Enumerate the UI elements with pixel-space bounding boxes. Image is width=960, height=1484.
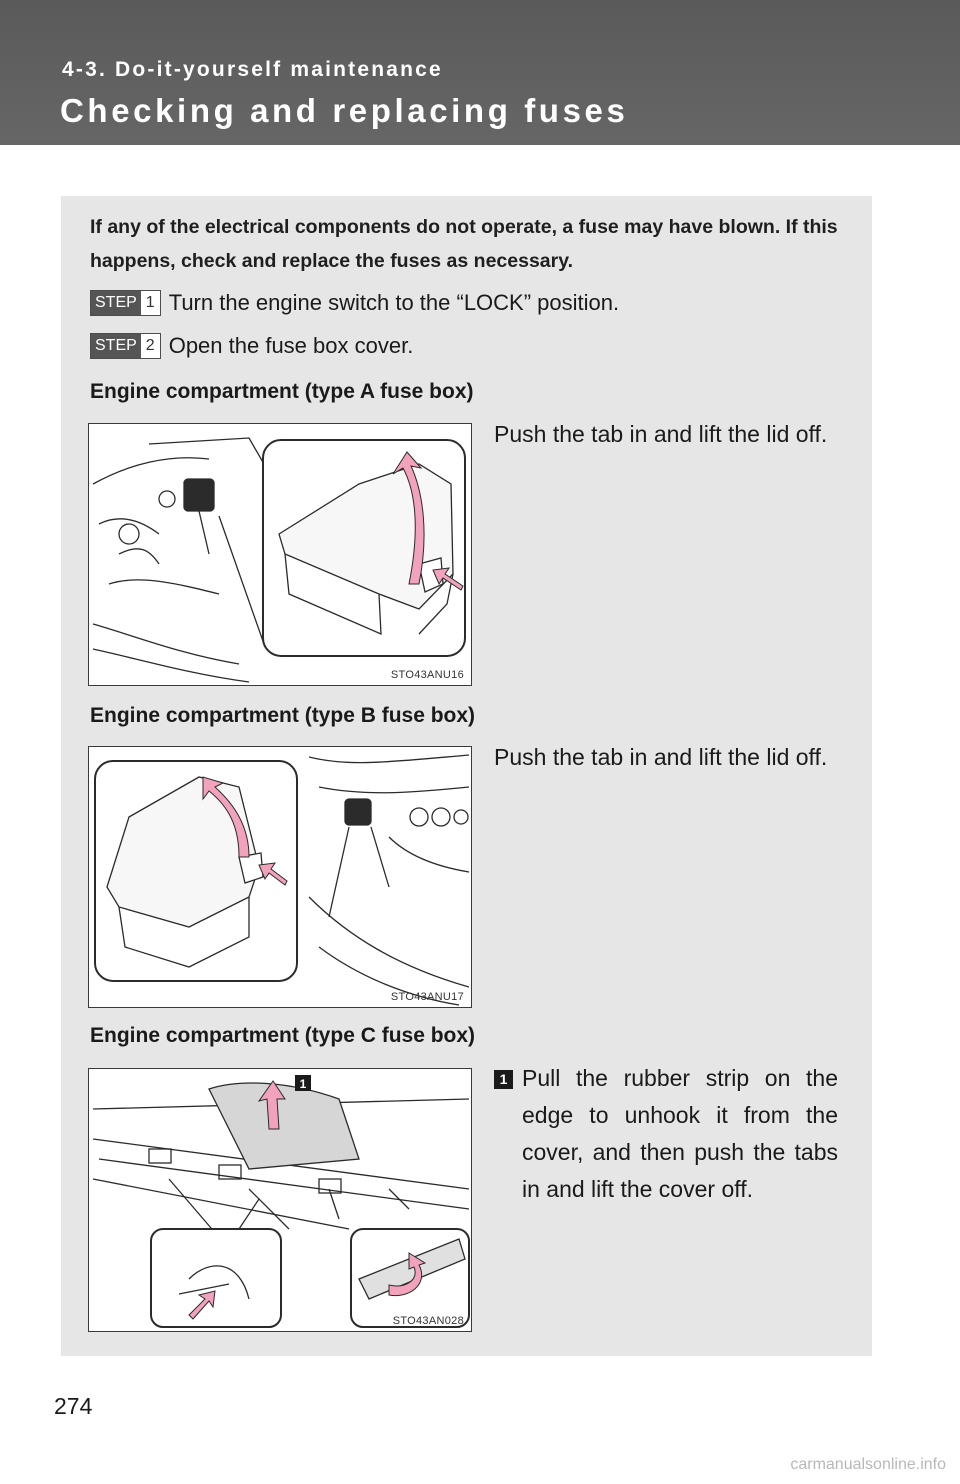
section-a-description: Push the tab in and lift the lid off.	[494, 421, 828, 447]
section-a-heading: Engine compartment (type A fuse box)	[90, 380, 474, 403]
figure-b-code: STO43ANU17	[390, 991, 464, 1003]
section-label: 4-3. Do-it-yourself maintenance	[62, 58, 443, 81]
figure-type-c	[88, 1068, 472, 1332]
figure-c-code: STO43AN028	[392, 1315, 464, 1327]
section-c-description: Pull the rubber strip on the edge to unhook it from the cover, and then push the tabs in and lift the cover off.	[522, 1065, 838, 1202]
svg-text:1: 1	[299, 1077, 307, 1091]
figure-type-a	[88, 423, 472, 686]
page-title: Checking and replacing fuses	[60, 92, 629, 129]
fuse-box-a-illustration	[89, 424, 472, 686]
section-b-heading: Engine compartment (type B fuse box)	[90, 704, 476, 727]
callout-number-1: 1	[494, 1070, 513, 1089]
step-1-text: Turn the engine switch to the “LOCK” position.	[168, 290, 620, 315]
step-badge-1: STEP 1	[90, 290, 161, 316]
step-2	[90, 333, 413, 359]
step-1	[90, 290, 619, 316]
section-c-heading: Engine compartment (type C fuse box)	[90, 1024, 476, 1047]
header-bar	[0, 0, 960, 145]
intro-text: If any of the electrical components do not operate, a fuse may have blown. If this happens, check and replace the fuses as necessary.	[90, 216, 838, 272]
watermark: carmanualsonline.info	[790, 1456, 946, 1473]
figure-a-code: STO43ANU16	[390, 669, 464, 681]
fuse-box-b-illustration	[89, 747, 472, 1008]
step-badge-2: STEP 2	[90, 333, 161, 359]
step-2-text: Open the fuse box cover.	[168, 333, 414, 358]
section-b-description: Push the tab in and lift the lid off.	[494, 744, 828, 770]
fuse-box-c-illustration	[89, 1069, 472, 1332]
page-number: 274	[54, 1393, 93, 1419]
figure-type-b	[88, 746, 472, 1008]
